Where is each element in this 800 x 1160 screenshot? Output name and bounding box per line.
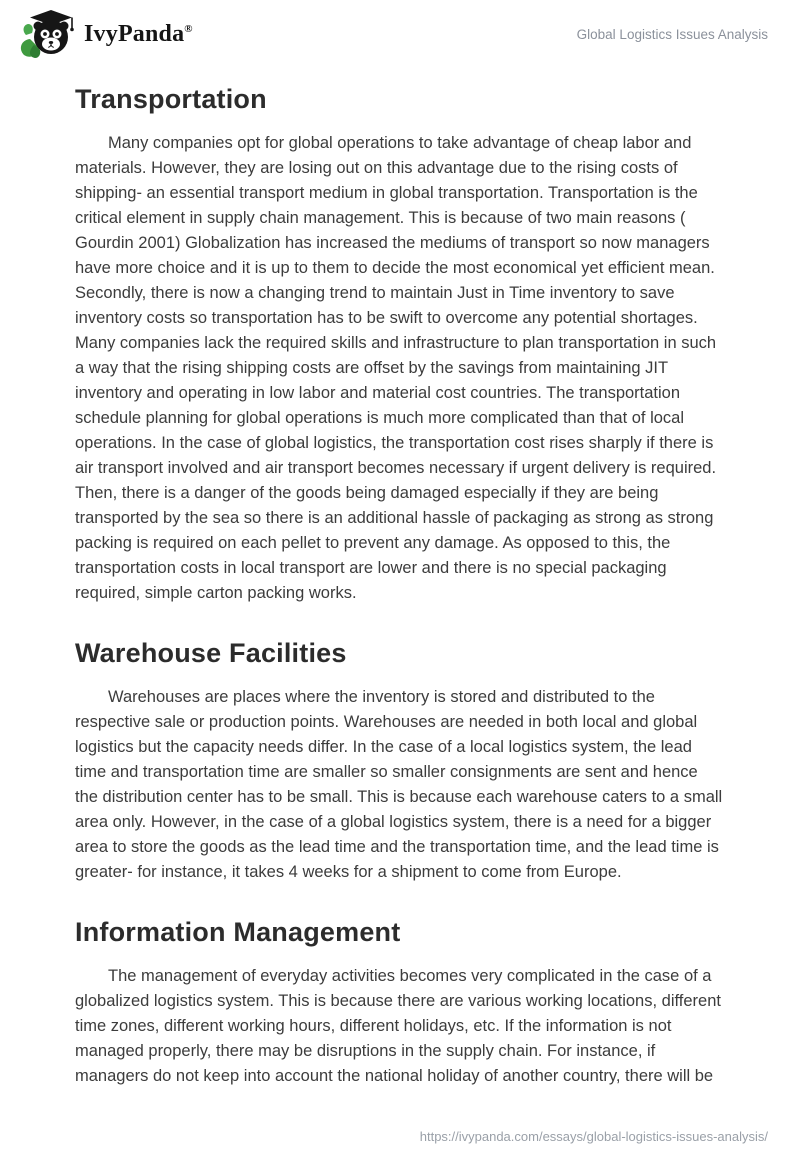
brand-name: IvyPanda®: [84, 20, 193, 47]
page-header: [0, 0, 800, 58]
ivypanda-logo-icon: [18, 9, 76, 59]
registered-mark: ®: [184, 22, 193, 35]
section-paragraph: The management of everyday activities becomes very complicated in the case of a globalized logistics system. This is because there are various working locations, different time zones, different working hours, different holidays, etc. If the information is not managed properly, there may be disruptions in the supply chain. For instance, if managers do not keep into account the national holiday of another country, there will be: [75, 967, 721, 1085]
ivypanda-logo-link[interactable]: [18, 9, 193, 59]
section-paragraph: Many companies opt for global operations to take advantage of cheap labor and materials. However, they are losing out on this advantage due to the rising costs of shipping- an essential transport medium in global transportation. Transportation is the critical element in supply chain management. This is because of two main reasons ( Gourdin 2001) Globalization has increased the mediums of transport so now managers have more choice and it is up to them to decide the most economical yet efficient mean. Secondly, there is now a changing trend to maintain Just in Time inventory to save inventory costs so transportation has to be swift to overcome any potential shortages. Many companies lack the required skills and infrastructure to plan transportation in such a way that the rising shipping costs are offset by the savings from maintaining JIT inventory and operating in low labor and material cost countries. The transportation schedule planning for global operations is much more complicated than that of local operations. In the case of global logistics, the transportation cost rises sharply if there is air transport involved and air transport becomes necessary if urgent delivery is required. Then, there is a danger of the goods being damaged especially if they are being transported by the sea so there is an additional hassle of packaging as strong as strong packing is required on each pellet to prevent any damage. As opposed to this, the transportation costs in local transport are lower and there is no special packaging required, simple carton packing works.: [75, 134, 717, 602]
document-content: [0, 84, 800, 1089]
footer-url[interactable]: https://ivypanda.com/essays/global-logistics-issues-analysis/: [419, 1129, 768, 1144]
section-paragraph: Warehouses are places where the inventory is stored and distributed to the respective sale or production points. Warehouses are needed in both local and global logistics but the capacity needs differ. In the case of a local logistics system, the lead time and transportation time are smaller so smaller consignments are sent and hence the distribution center has to be small. This is because each warehouse caters to a small area only. However, in the case of a global logistics system, there is a need for a bigger area to store the goods as the lead time and the transportation time, and the lead time is greater- for instance, it takes 4 weeks for a shipment to come from Europe.: [75, 688, 723, 881]
section-heading-transportation: Transportation: [75, 84, 267, 114]
section-heading-warehouse-facilities: Warehouse Facilities: [75, 638, 347, 668]
section-heading-information-management: Information Management: [75, 917, 401, 947]
header-document-title: Global Logistics Issues Analysis: [576, 26, 768, 42]
